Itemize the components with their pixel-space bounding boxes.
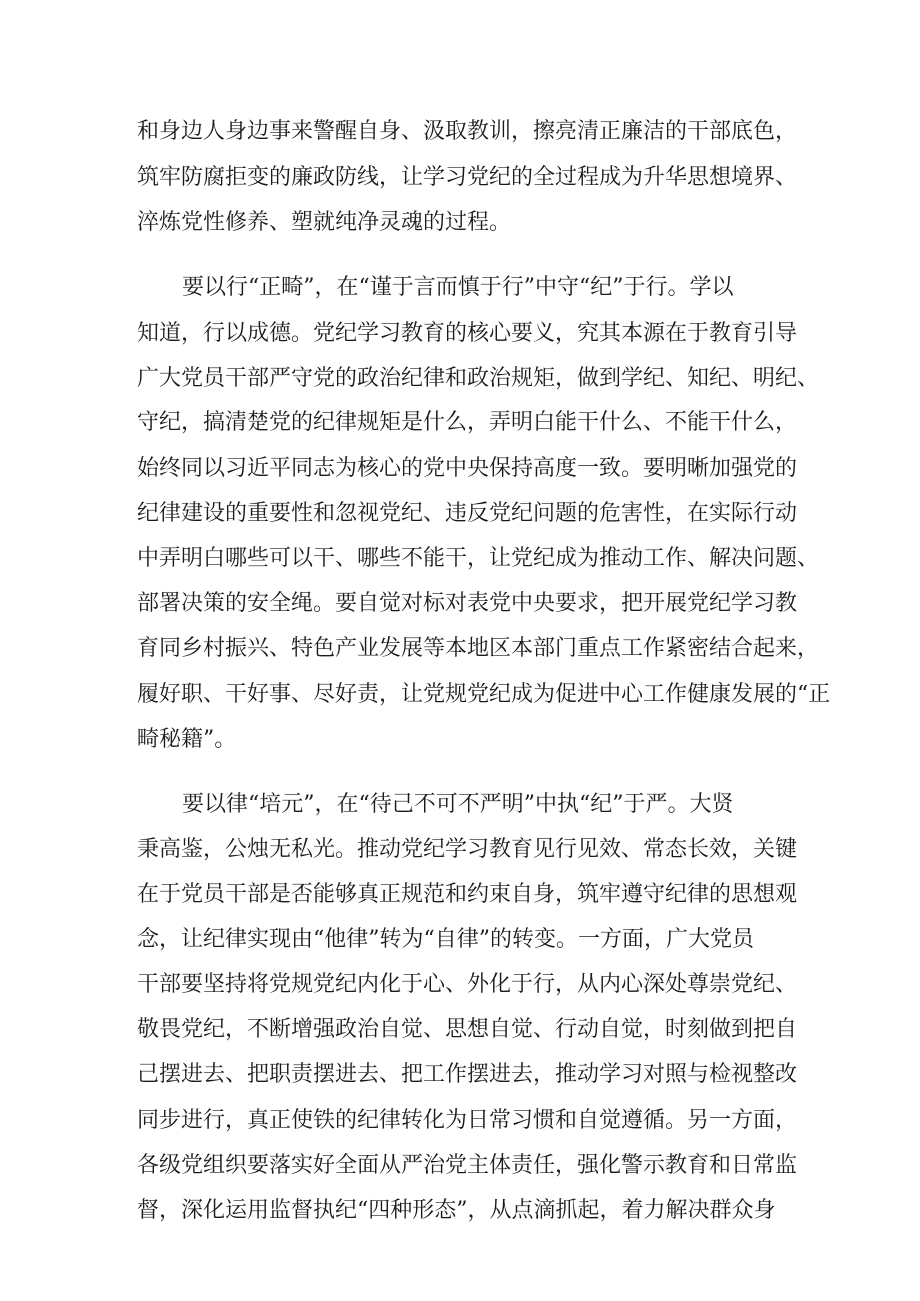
paragraph-2-line-9: 育同乡村振兴、特色产业发展等本地区本部门重点工作紧密结合起来， <box>137 636 820 661</box>
paragraph-2-line-2: 知道，行以成德。党纪学习教育的核心要义，究其本源在于教育引导 <box>137 321 798 346</box>
paragraph-3-line-3: 在于党员干部是否能够真正规范和约束自身，筑牢遵守纪律的思想观 <box>137 882 798 907</box>
paragraph-3-line-9: 各级党组织要落实好全面从严治党主体责任，强化警示教育和日常监 <box>137 1153 798 1178</box>
paragraph-2-line-8: 部署决策的安全绳。要自觉对标对表党中央要求，把开展党纪学习教 <box>137 591 798 616</box>
paragraph-2-line-7: 中弄明白哪些可以干、哪些不能干，让党纪成为推动工作、解决问题、 <box>137 546 820 571</box>
paragraph-2-line-1: 要以行“正畸”，在“谨于言而慎于行”中守“纪”于行。学以 <box>182 275 734 300</box>
paragraph-1-line-1: 和身边人身边事来警醒自身、汲取教训，擦亮清正廉洁的干部底色， <box>137 119 798 144</box>
paragraph-3-line-4: 念，让纪律实现由“他律”转为“自律”的转变。一方面，广大党员 <box>137 927 754 952</box>
paragraph-3-line-2: 秉高鉴，公烛无私光。推动党纪学习教育见行见效、常态长效，关键 <box>137 837 798 862</box>
paragraph-3-line-1: 要以律“培元”，在“待己不可不严明”中执“纪”于严。大贤 <box>182 792 734 817</box>
paragraph-1-line-3: 淬炼党性修养、塑就纯净灵魂的过程。 <box>137 210 512 235</box>
paragraph-2-line-5: 始终同以习近平同志为核心的党中央保持高度一致。要明晰加强党的 <box>137 456 798 481</box>
paragraph-3-line-8: 同步进行，真正使铁的纪律转化为日常习惯和自觉遵循。另一方面， <box>137 1108 798 1133</box>
paragraph-2-line-4: 守纪，搞清楚党的纪律规矩是什么，弄明白能干什么、不能干什么， <box>137 410 798 435</box>
paragraph-2-line-3: 广大党员干部严守党的政治纪律和政治规矩，做到学纪、知纪、明纪、 <box>137 366 820 391</box>
paragraph-3-line-6: 敬畏党纪，不断增强政治自觉、思想自觉、行动自觉，时刻做到把自 <box>137 1017 798 1042</box>
paragraph-2-line-10: 履好职、干好事、尽好责，让党规党纪成为促进中心工作健康发展的“正 <box>137 682 831 707</box>
paragraph-1-line-2: 筑牢防腐拒变的廉政防线，让学习党纪的全过程成为升华思想境界、 <box>137 165 798 190</box>
paragraph-3-line-5: 干部要坚持将党规党纪内化于心、外化于行，从内心深处尊崇党纪、 <box>137 972 798 997</box>
paragraph-2-line-6: 纪律建设的重要性和忽视党纪、违反党纪问题的危害性，在实际行动 <box>137 501 798 526</box>
paragraph-3-line-7: 己摆进去、把职责摆进去、把工作摆进去，推动学习对照与检视整改 <box>137 1062 798 1087</box>
paragraph-2-line-11: 畸秘籍”。 <box>137 727 237 752</box>
paragraph-3-line-10: 督，深化运用监督执纪“四种形态”，从点滴抓起，着力解决群众身 <box>137 1198 776 1223</box>
